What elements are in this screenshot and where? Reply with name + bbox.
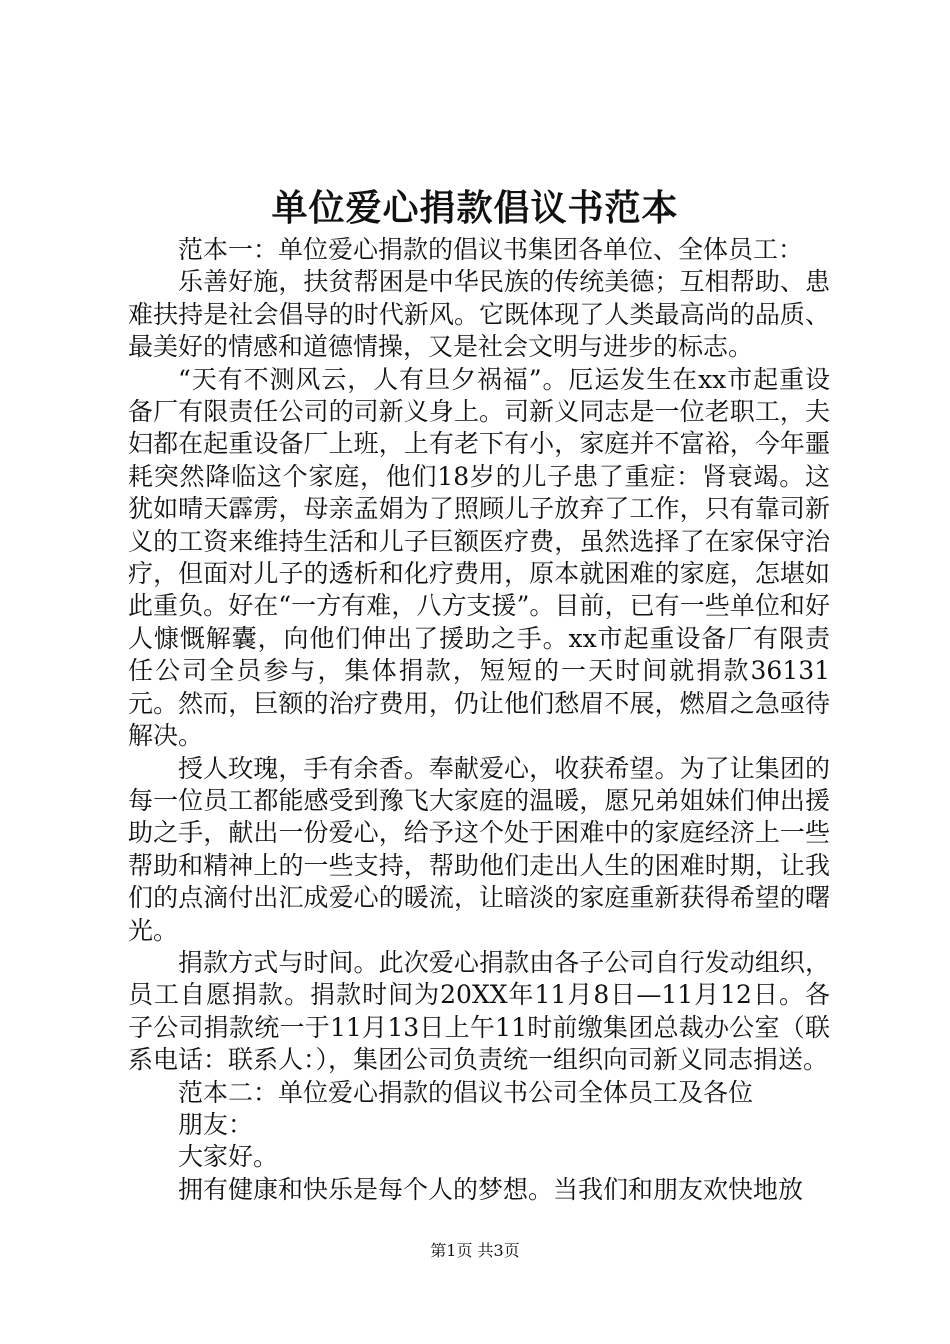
paragraph-sample-two: 范本二：单位爱心捐款的倡议书公司全体员工及各位 xyxy=(178,1077,754,1107)
page-footer: 第1页 共3页 xyxy=(430,1241,520,1260)
paragraph-story: “天有不测风云，人有旦夕祸福”。厄运发生在xx市起重设备厂有限责任公司的司新义身上。司新义同志是一位老职工，夫妇都在起重设备厂上班，上有老下有小，家庭并不富裕，今年噩耗突然降临这个家庭，他们18岁的儿子患了重症：肾衰竭。这犹如晴天霹雳，母亲孟娟为了照顾儿子放弃了工作，只有靠司新义的工资来维持生活和儿子巨额医疗费，虽然选择了在家保守治疗，但面对儿子的透析和化疗费用，原本就困难的家庭，怎堪如此重负。好在“一方有难，八方支援”。目前，已有一些单位和好人慷慨解囊，向他们伸出了援助之手。xx市起重设备厂有限责任公司全员参与，集体捐款，短短的一天时间就捐款36131元。然而，巨额的治疗费用，仍让他们愁眉不展，燃眉之急亟待解决。 xyxy=(128,364,830,751)
paragraph-greeting: 大家好。 xyxy=(178,1142,279,1172)
document-body xyxy=(128,234,830,1206)
paragraph-health: 拥有健康和快乐是每个人的梦想。当我们和朋友欢快地放 xyxy=(178,1174,804,1204)
paragraph-appeal: 授人玫瑰，手有余香。奉献爱心，收获希望。为了让集团的每一位员工都能感受到豫飞大家庭的温暖，愿兄弟姐妹们伸出援助之手，献出一份爱心，给予这个处于困难中的家庭经济上一些帮助和精神上的一些支持，帮助他们走出人生的困难时期，让我们的点滴付出汇成爱心的暖流，让暗淡的家庭重新获得希望的曙光。 xyxy=(128,753,830,945)
paragraph-virtue: 乐善好施，扶贫帮困是中华民族的传统美德；互相帮助、患难扶持是社会倡导的时代新风。它既体现了人类最高尚的品质、最美好的情感和道德情操，又是社会文明与进步的标志。 xyxy=(128,267,830,362)
paragraph-friends: 朋友： xyxy=(178,1109,254,1139)
paragraph-intro: 范本一：单位爱心捐款的倡议书集团各单位、全体员工： xyxy=(178,235,804,264)
document-title: 单位爱心捐款倡议书范本 xyxy=(271,187,679,229)
paragraph-donation-method: 捐款方式与时间。此次爱心捐款由各子公司自行发动组织，员工自愿捐款。捐款时间为20XX年11月8日—11月12日。各子公司捐款统一于11月13日上午11时前缴集团总裁办公室（联系电话：联系人：），集团公司负责统一组织向司新义同志捐送。 xyxy=(128,947,830,1075)
